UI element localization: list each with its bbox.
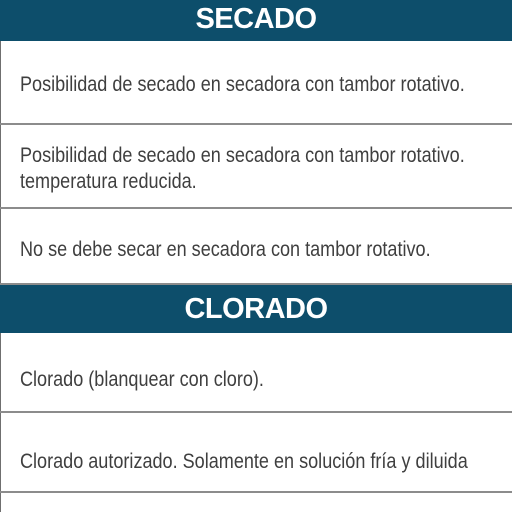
section-title: CLORADO xyxy=(184,293,328,325)
section-title: SECADO xyxy=(195,3,317,35)
row-text xyxy=(20,143,465,195)
row-text xyxy=(20,367,264,393)
section-header-clorado xyxy=(0,285,512,333)
row-line: Clorado (blanquear con cloro). xyxy=(20,368,264,391)
table-row xyxy=(0,493,512,512)
table-row xyxy=(0,41,512,125)
section-header-secado xyxy=(0,0,512,41)
row-text xyxy=(20,237,431,263)
table-row xyxy=(0,125,512,209)
table-row xyxy=(0,413,512,493)
row-line: temperatura reducida. xyxy=(20,170,197,193)
row-line: Posibilidad de secado en secadora con tambor rotativo. xyxy=(20,144,465,167)
row-text xyxy=(20,449,468,475)
row-text xyxy=(20,72,465,98)
row-line: Posibilidad de secado en secadora con tambor rotativo. xyxy=(20,73,465,96)
row-line: Clorado autorizado. Solamente en solución fría y diluida xyxy=(20,450,468,473)
table-row xyxy=(0,333,512,413)
table-row xyxy=(0,209,512,285)
row-line: No se debe secar en secadora con tambor rotativo. xyxy=(20,238,431,261)
